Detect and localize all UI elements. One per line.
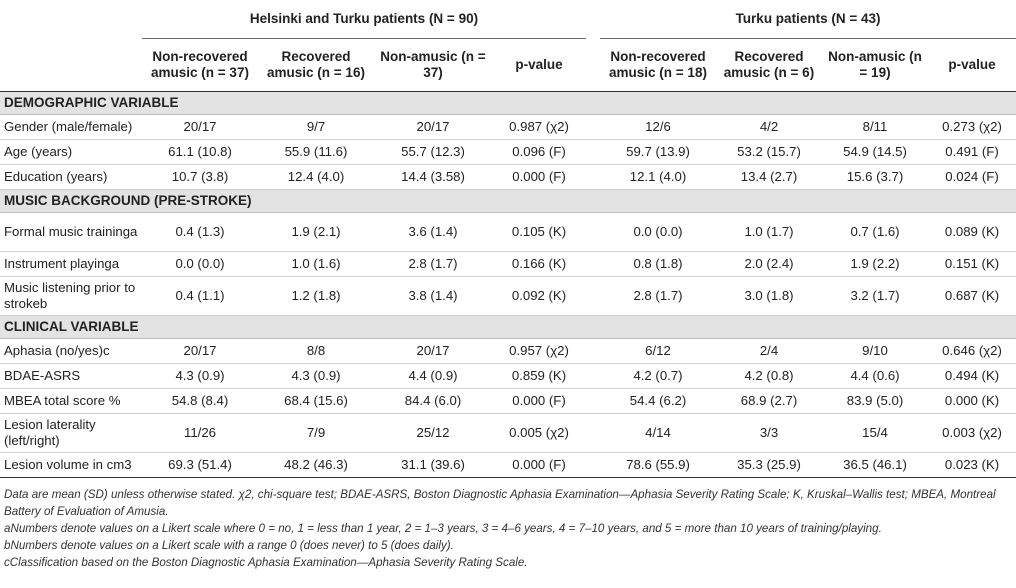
table-cell: 15/4 (822, 414, 928, 453)
table-cell: 55.7 (12.3) (374, 140, 492, 165)
table-cell: 20/17 (374, 115, 492, 140)
table-row (0, 213, 1016, 252)
row-label: Education (years) (0, 165, 142, 190)
column-header: Non-recovered amusic (n = 18) (600, 39, 716, 92)
table-cell: 3.8 (1.4) (374, 277, 492, 316)
table-cell: 3.0 (1.8) (716, 277, 822, 316)
table-cell: 0.7 (1.6) (822, 213, 928, 252)
table-cell: 31.1 (39.6) (374, 453, 492, 478)
table-cell: 78.6 (55.9) (600, 453, 716, 478)
table-cell: 0.024 (F) (928, 165, 1016, 190)
table-cell: 3.6 (1.4) (374, 213, 492, 252)
table-cell: 4.3 (0.9) (258, 364, 374, 389)
row-label: MBEA total score % (0, 389, 142, 414)
table-cell: 1.0 (1.6) (258, 252, 374, 277)
table-cell: 0.000 (F) (492, 389, 586, 414)
table-cell: 2/4 (716, 339, 822, 364)
table-cell: 83.9 (5.0) (822, 389, 928, 414)
table-cell: 4.2 (0.8) (716, 364, 822, 389)
table-cell: 0.859 (K) (492, 364, 586, 389)
table-cell: 2.8 (1.7) (600, 277, 716, 316)
table-cell: 10.7 (3.8) (142, 165, 258, 190)
section-header (0, 190, 1016, 213)
table-cell: 4/2 (716, 115, 822, 140)
table-cell: 0.023 (K) (928, 453, 1016, 478)
table-cell: 0.151 (K) (928, 252, 1016, 277)
table-cell: 0.0 (0.0) (600, 213, 716, 252)
table-cell: 55.9 (11.6) (258, 140, 374, 165)
table-cell: 2.0 (2.4) (716, 252, 822, 277)
table-cell: 69.3 (51.4) (142, 453, 258, 478)
table-cell: 53.2 (15.7) (716, 140, 822, 165)
table-cell: 3.2 (1.7) (822, 277, 928, 316)
note-c: cClassification based on the Boston Diagnostic Aphasia Examination—Aphasia Severity Rating Scale. (4, 556, 528, 569)
table-cell: 12.4 (4.0) (258, 165, 374, 190)
table-cell: 0.166 (K) (492, 252, 586, 277)
table-cell: 20/17 (142, 115, 258, 140)
table-notes (0, 478, 1016, 571)
section-header (0, 92, 1016, 115)
table-body (0, 92, 1016, 478)
table-cell: 4/14 (600, 414, 716, 453)
row-label: Age (years) (0, 140, 142, 165)
column-header: Non-recovered amusic (n = 37) (142, 39, 258, 92)
table-cell: 2.8 (1.7) (374, 252, 492, 277)
table-cell: 0.8 (1.8) (600, 252, 716, 277)
table-row (0, 277, 1016, 316)
table-cell: 4.3 (0.9) (142, 364, 258, 389)
table-row (0, 252, 1016, 277)
table-cell: 54.9 (14.5) (822, 140, 928, 165)
row-label: Lesion volume in cm3 (0, 453, 142, 478)
table-cell: 0.957 (χ2) (492, 339, 586, 364)
table-row (0, 339, 1016, 364)
section-title: DEMOGRAPHIC VARIABLE (0, 92, 1016, 115)
row-label: Formal music traininga (0, 213, 142, 252)
row-label: Aphasia (no/yes)c (0, 339, 142, 364)
table-cell: 0.491 (F) (928, 140, 1016, 165)
group-header-helsinki-turku: Helsinki and Turku patients (N = 90) (142, 0, 586, 39)
table-cell: 20/17 (142, 339, 258, 364)
table-cell: 1.2 (1.8) (258, 277, 374, 316)
table-cell: 1.9 (2.2) (822, 252, 928, 277)
table-cell: 15.6 (3.7) (822, 165, 928, 190)
note-b: bNumbers denote values on a Likert scale with a range 0 (does never) to 5 (does daily). (4, 539, 454, 552)
table-cell: 3/3 (716, 414, 822, 453)
table-cell: 8/11 (822, 115, 928, 140)
table-cell: 20/17 (374, 339, 492, 364)
column-header: p-value (492, 39, 586, 92)
table-cell: 0.987 (χ2) (492, 115, 586, 140)
table-cell: 4.2 (0.7) (600, 364, 716, 389)
group-header-turku: Turku patients (N = 43) (600, 0, 1016, 39)
table-cell: 25/12 (374, 414, 492, 453)
section-title: MUSIC BACKGROUND (PRE-STROKE) (0, 190, 1016, 213)
table-cell: 59.7 (13.9) (600, 140, 716, 165)
row-label: Instrument playinga (0, 252, 142, 277)
table-cell: 61.1 (10.8) (142, 140, 258, 165)
table-cell: 84.4 (6.0) (374, 389, 492, 414)
table-cell: 1.9 (2.1) (258, 213, 374, 252)
table-cell: 14.4 (3.58) (374, 165, 492, 190)
table-cell: 0.000 (F) (492, 453, 586, 478)
table-cell: 0.000 (K) (928, 389, 1016, 414)
table-row (0, 414, 1016, 453)
table-cell: 9/10 (822, 339, 928, 364)
table-cell: 0.0 (0.0) (142, 252, 258, 277)
table-cell: 0.003 (χ2) (928, 414, 1016, 453)
column-header: p-value (928, 39, 1016, 92)
column-header: Non-amusic (n = 19) (822, 39, 928, 92)
table-cell: 48.2 (46.3) (258, 453, 374, 478)
column-header: Non-amusic (n = 37) (374, 39, 492, 92)
table-cell: 4.4 (0.9) (374, 364, 492, 389)
row-label: Music listening prior to strokeb (0, 277, 142, 316)
column-header: Recovered amusic (n = 6) (716, 39, 822, 92)
section-header (0, 316, 1016, 339)
table-cell: 68.4 (15.6) (258, 389, 374, 414)
table-cell: 54.4 (6.2) (600, 389, 716, 414)
table-cell: 7/9 (258, 414, 374, 453)
table-cell: 13.4 (2.7) (716, 165, 822, 190)
table-row (0, 453, 1016, 478)
table-cell: 0.005 (χ2) (492, 414, 586, 453)
column-header: Recovered amusic (n = 16) (258, 39, 374, 92)
table-cell: 0.494 (K) (928, 364, 1016, 389)
table-cell: 8/8 (258, 339, 374, 364)
section-title: CLINICAL VARIABLE (0, 316, 1016, 339)
note-general: Data are mean (SD) unless otherwise stated. χ2, chi-square test; BDAE-ASRS, Boston Diagnostic Aphasia Examination—Aphasia Severity Rating Scale; K, Kruskal–Wallis test; MBEA, Montreal Battery of Evaluation of Amusia. (4, 488, 996, 518)
note-a: aNumbers denote values on a Likert scale where 0 = no, 1 = less than 1 year, 2 = 1–3 years, 3 = 4–6 years, 4 = 7–10 years, and 5 = more than 10 years of training/playing. (4, 522, 882, 535)
table-cell: 0.273 (χ2) (928, 115, 1016, 140)
table-cell: 0.687 (K) (928, 277, 1016, 316)
table-cell: 0.646 (χ2) (928, 339, 1016, 364)
table-row (0, 140, 1016, 165)
table-cell: 12/6 (600, 115, 716, 140)
table-cell: 4.4 (0.6) (822, 364, 928, 389)
table-cell: 35.3 (25.9) (716, 453, 822, 478)
table-row (0, 389, 1016, 414)
row-label: Gender (male/female) (0, 115, 142, 140)
table-cell: 12.1 (4.0) (600, 165, 716, 190)
table-row (0, 165, 1016, 190)
row-label: BDAE-ASRS (0, 364, 142, 389)
table-cell: 0.105 (K) (492, 213, 586, 252)
table-cell: 11/26 (142, 414, 258, 453)
table-cell: 0.096 (F) (492, 140, 586, 165)
row-label: Lesion laterality (left/right) (0, 414, 142, 453)
table-cell: 54.8 (8.4) (142, 389, 258, 414)
table-cell: 6/12 (600, 339, 716, 364)
table-cell: 9/7 (258, 115, 374, 140)
table-cell: 68.9 (2.7) (716, 389, 822, 414)
table-cell: 0.4 (1.3) (142, 213, 258, 252)
table-cell: 0.4 (1.1) (142, 277, 258, 316)
table-cell: 0.092 (K) (492, 277, 586, 316)
table-row (0, 364, 1016, 389)
table-row (0, 115, 1016, 140)
table-cell: 36.5 (46.1) (822, 453, 928, 478)
blank-corner (0, 0, 142, 39)
table-cell: 1.0 (1.7) (716, 213, 822, 252)
table-cell: 0.000 (F) (492, 165, 586, 190)
table-cell: 0.089 (K) (928, 213, 1016, 252)
